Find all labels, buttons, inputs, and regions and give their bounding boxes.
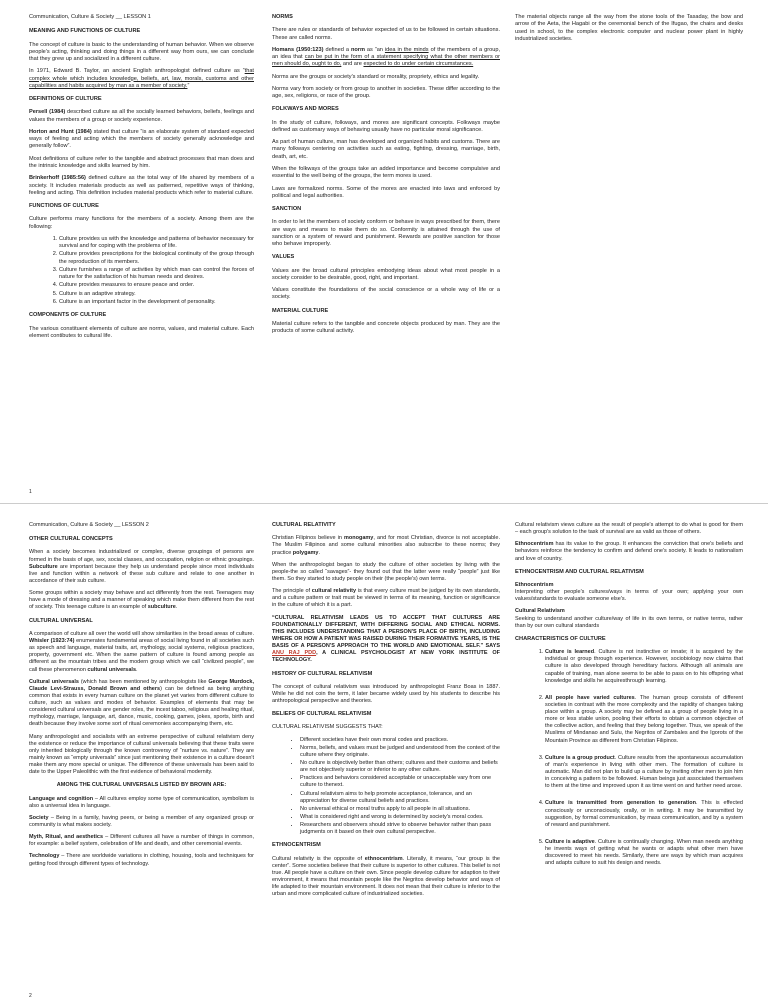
homans-paragraph: [272, 47, 500, 69]
paragraph: [272, 588, 500, 609]
text: , and for most Christian, divorce is not acceptable. The Muslim Filipinos and some cultural minorities also subscribe to these norms; they practice: [272, 535, 500, 556]
definition: [515, 608, 743, 629]
section-heading: COMPONENTS OF CULTURE: [29, 312, 107, 319]
term: Subculture: [29, 563, 58, 570]
page-2: [0, 503, 768, 1007]
list-item: • What is considered right and wrong is determined by society's moral codes.: [300, 814, 500, 821]
author-name: Horton and Hunt (1984): [29, 128, 92, 135]
text: Christian Filipinos believe in: [272, 535, 345, 542]
section-heading: ETHNOCENTRISM AND CULTURAL RELATIVISM: [515, 568, 644, 575]
text: and are: [341, 61, 364, 68]
text: Interpreting other people's cultures/ways in terms of your own; applying your own values/standards to evaluate someone else's.: [515, 589, 743, 603]
list-item: [545, 839, 743, 868]
paragraph: When the folkways of the groups take an added importance and become compulsive and essential to the well being of the groups, the term mores is used.: [272, 165, 500, 180]
paragraph: [29, 129, 254, 151]
page-number: 1: [29, 488, 32, 495]
author-name: Whisler (1923:74): [29, 637, 75, 644]
paragraph: Values are the broad cultural principles embodying ideas about what most people in a society consider to be desirable, good, right, and important.: [272, 267, 500, 281]
paragraph: Norms vary from society or from group to another in societies. These differ according to the age, sex, religions, or race of the group.: [272, 85, 500, 100]
paragraph: When the anthropologist began to study the culture of other societies by living with the people-the so called “savages”- they found out that the latter were really “people” just like them. So they started to study people on their (the people's) own terms.: [272, 561, 500, 582]
term: subculture: [147, 604, 176, 611]
author-name: Brinkerhoff (1985:56): [29, 175, 86, 182]
paragraph: The concept of culture is basic to the understanding of human behavior. When we observe people's acting, thinking and doing things in a different way from ours, we can conclude that they grew up and socialized in a different culture.: [29, 41, 254, 63]
tylor-paragraph: [29, 68, 254, 90]
beliefs-list: [272, 737, 500, 837]
functions-list: [29, 236, 254, 306]
paragraph: [29, 834, 254, 848]
underlined-text: expected to do under certain circumstances.: [363, 61, 474, 68]
page2-column-1: [29, 522, 254, 993]
paragraph: Many anthropologist and socialists with an extreme perspective of cultural relativism deny the existence or reduce the importance of cultural universals believing that these traits were only inherited biologically through the known controversy of “nurture vs. nature”. They are mainly known as “empty universals” since just mentioning their existence in a culture doesn't make them any more special or unique. The difference of these universals has been said to date to the Upper Paleolithic with the first evidence of behavioral modernity.: [29, 733, 254, 776]
paragraph: The material objects range all the way from the stone tools of the Tasaday, the bow and arrow of the Aeta, the Hagabi or the ceremonial bench of the Ifugao, the chairs and desks used in school, to the complex electronic computer and nuclear power plant in highly industrialized societies.: [515, 14, 743, 42]
paragraph: [29, 175, 254, 197]
section-heading: DEFINITIONS OF CULTURE: [29, 96, 102, 103]
section-heading: MEANING AND FUNCTIONS OF CULTURE: [29, 28, 141, 35]
list-item: 2. Culture provides prescriptions for the biological continuity of the group through the reproduction of its members.: [59, 251, 254, 266]
paragraph: [29, 590, 254, 611]
text: (which has been mentioned by anthropologists like: [78, 678, 209, 685]
term: monogamy: [344, 535, 374, 542]
paragraph: [29, 815, 254, 829]
lesson-header: Communication, Culture & Society __ LESSON 2: [29, 522, 149, 528]
term: Myth, Ritual, and aesthetics: [29, 834, 104, 841]
page-number: 2: [29, 992, 32, 999]
term: norm: [350, 46, 365, 53]
text: has its value to the group. It enhances the conviction that one's beliefs and behaviors reinforce the tendency to confirm and defend one's society. It leads to nationalism and love of country.: [515, 541, 743, 562]
quote-text: , A CLINICAL PSYCHOLOGIST AT NEW YORK INSTITUTE OF TECHNOLOGY.: [272, 650, 500, 664]
section-heading: FOLKWAYS AND MORES: [272, 106, 339, 113]
paragraph: [29, 631, 254, 674]
term: All people have varied cultures: [545, 694, 635, 701]
text: The principle of: [272, 588, 312, 595]
text: ”: [187, 82, 190, 89]
section-heading: NORMS: [272, 14, 293, 20]
paragraph: [29, 679, 254, 729]
list-item: [545, 695, 743, 745]
term: polygamy: [292, 549, 319, 556]
term: Ethnocentrism: [515, 541, 554, 548]
paragraph: As part of human culture, man has developed and organized habits and customs. There are many folkways centering on activities such as eating, fighting, dressing, marriage, birth, death, art, etc.: [272, 139, 500, 160]
paragraph: The concept of cultural relativism was introduced by anthropologist Franz Boas in 1887. While he did not coin the term, it later became widely used by his students to describe his anthropological perspective and theories.: [272, 683, 500, 705]
list-item: • Different societies have their own moral codes and practices.: [300, 737, 500, 744]
list-item: 3. Culture furnishes a range of activities by which man can control the forces of nature for the satisfaction of his human needs and desires.: [59, 267, 254, 282]
paragraph: Norms are the groups or society's standard or morality, propriety, ethics and legality.: [272, 73, 480, 80]
text: described culture as all the socially learned behaviors, beliefs, feelings and values the members of a group or society experience.: [29, 109, 254, 123]
quote-text: “CULTURAL RELATIVISM LEADS US TO ACCEPT THAT CULTURES ARE FOUNDATIONALLY DIFFERENT, WITH DIFFERING SOCIAL AND ETHICAL NORMS. THIS INCLUDES UNDERSTANDING THAT A PERSON'S PLACE OF BIRTH, INCLUDING WHERE OR HOW A PATIENT WAS RAISED DURING THEIR FORMATIVE YEARS, IS THE BASIS OF A PERSON'S APPROACH TO THE WORLD AND EMOTIONAL SELF.” SAYS: [272, 614, 500, 650]
tylor-quote: that complex whole which includes knowledge, beliefs, art, law, morals, customs and other capabilities and habits acquired by man as a member of society.: [29, 68, 254, 89]
page2-column-2: [272, 522, 500, 993]
text: .: [318, 549, 321, 556]
text: enumerates fundamental areas of social living found in all societies such as speech and language, material traits, art, mythology, social systems, religious practices, property, government etc. When the same pattern of culture is found among people as different as the mountain tribes and the modern group which we call “civilized people”, we call these phenomenon: [29, 637, 254, 673]
subheading: CULTURAL RELATIVISM SUGGESTS THAT:: [272, 724, 383, 731]
definition: [515, 582, 743, 603]
section-heading: BELIEFS OF CULTURAL RELATIVISM: [272, 711, 372, 718]
paragraph: [29, 109, 254, 124]
text: . The human group consists of different societies in contrast with the more complexity and the rapidity of changes taking place within a group. A society may be defined as a group of people living in a more or less stable union, pooling their efforts to obtain a common objective of the collective action, and feeling that they belong together. Thus, we speak of the Muslims of Mindanao and Sulu, the Negritos of Zambales and the Igorots of the Mountain Province as different from Christian Filipinos.: [545, 694, 743, 744]
list-item: • Norms, beliefs, and values must be judged and understood from the context of the culture where they originate.: [300, 745, 500, 759]
list-item: • No universal ethical or moral truths apply to all people in all situations.: [300, 806, 500, 813]
term: Language and cognition: [29, 795, 94, 802]
section-heading: CULTURAL RELATIVITY: [272, 522, 336, 528]
text: In 1971, Edward B. Taylor, an ancient English anthropologist defined culture as “: [29, 68, 245, 75]
term: Society: [29, 814, 49, 821]
text: – Different cultures all have a number of things in common, for example: a belief system, celebration of life and death, and other ceremonial events.: [29, 834, 254, 848]
text: as “an: [364, 46, 385, 53]
section-heading: HISTORY OF CULTURAL RELATIVISM: [272, 670, 373, 677]
page2-column-3: [515, 522, 743, 993]
paragraph: The various constituent elements of culture are norms, values, and material culture. Each element contibutes to cultural life.: [29, 325, 254, 339]
paragraph: Values constitute the foundations of the social conscience or a whole way of life or a society.: [272, 287, 500, 301]
text: Some groups within a society may behave and act differently from the rest. Teenagers may have a mode of dressing and a manner of speaking which make them different from the rest of society. This teenage culture is an example of: [29, 590, 254, 611]
paragraph: [29, 549, 254, 585]
list-item: • Researchers and observers should strive to observe behavior rather than pass judgments on it based on their own cultural perspective.: [300, 822, 500, 836]
paragraph: [29, 853, 254, 867]
paragraph: Culture performs many functions for the members of a society. Among them are the following:: [29, 216, 254, 230]
text: When a society becomes industrialized or complex, diverse groupings of persons are formed in the basis of age, sex, social classes, and occupation, religion or ethnic groupings.: [29, 549, 254, 563]
list-item: • Practices and behaviors considered acceptable or unacceptable vary from one culture to thenext.: [300, 775, 500, 789]
text: stated that culture “is an elaborate system of standard expected ways of feeling and acting which the members of society generally acknowledge and generally follow”.: [29, 128, 254, 150]
term: Cultural Relativism: [515, 608, 565, 615]
text: of the members of a group, an idea that: [272, 46, 500, 61]
term: ethnocentrism: [364, 855, 403, 862]
text: defined a: [323, 46, 351, 53]
paragraph: Material culture refers to the tangible and concrete objects produced by man. They are the products of some cultural activity.: [272, 320, 500, 335]
term: cultural relativity: [311, 588, 357, 595]
term: Culture is learned: [545, 649, 595, 656]
list-item: 4. Culture provides measures to ensure peace and order.: [59, 282, 254, 289]
paragraph: [515, 541, 743, 562]
lesson-header: Communication, Culture & Society __ LESSON 1: [29, 14, 151, 20]
term: Ethnocentrism: [515, 581, 554, 588]
list-item: • Cultural relativism aims to help promote acceptance, tolerance, and an appreciation for diverse cultural beliefs and practices.: [300, 791, 500, 805]
list-item: • No culture is objectively better than others; cultures and their customs and beliefs are not objectively superior or inferior to any other culture.: [300, 760, 500, 774]
underlined-text: idea in the minds: [384, 46, 429, 53]
section-heading: AMONG THE CULTURAL UNIVERSALS LISTED BY BROWN ARE:: [56, 782, 227, 789]
term: cultural universals: [87, 666, 137, 673]
text: A comparison of culture all over the world will show similarities in the broad areas of culture.: [29, 630, 254, 637]
text: . This is effected consciously or unconsciously, orally, or in writing. It may be transmitted by suggestion, by formal communication, by mass communication, and by a system of reward and punishment.: [545, 800, 743, 828]
list-item: 1. Culture provides us with the knowledge and patterns of behavior necessary for survival and for coping with the problems of life.: [59, 236, 254, 251]
list-item: 6. Culture is an important factor in the development of personality.: [59, 299, 254, 306]
term: Technology: [29, 853, 60, 860]
page1-column-1: [29, 14, 254, 489]
text: Seeking to understand another culture/way of life in its own terms, or native terms, rather than by our own cultural standards: [515, 615, 743, 629]
section-heading: CHARACTERISTICS OF CULTURE: [515, 635, 606, 642]
text: – There are worldwide variations in clothing, housing, tools and techniques for getting food through different types of technology.: [29, 853, 254, 867]
quote-author-link[interactable]: ANU RAJ PDD: [272, 650, 317, 657]
paragraph: In the study of culture, folkways, and mores are significant concepts. Folkways maybe defined as customary ways of behaving usually have no particular moral significance.: [272, 119, 500, 133]
author-name: George Murdock, Claude Levi-Strauss, Donald Brown and others: [29, 678, 254, 692]
text: Cultural relativity is the opposite of: [272, 855, 365, 862]
page-1: [0, 0, 768, 503]
page1-column-2: [272, 14, 500, 489]
text: . Literally, it means, “our group is the center”. Some societies believe that their culture is superior to other cultures. This belief is not true. All people have a culture on their own. Since people develop culture for adaption to their environment, it means that mountain people like the Negritos develop behavior and ways of life adapted to their mountain environment. It does not mean that their culture is inferior to the urban and more complicated culture of industrialized societies.: [272, 855, 500, 898]
paragraph: There are rules or standards of behavior expected of us to be followed in certain situations. These are called norms.: [272, 27, 500, 41]
paragraph: Cultural relativism views culture as the result of people's attempt to do what is good for them – each group's solution to the task of survival are as valid as those of others.: [515, 522, 743, 536]
text: . Culture is continually changing. When man needs anything he invents ways of getting what he wants or adapts what other men have discovered to meet his needs. Similarly, there are ways by which man acquires and adapts culture to suit his design and needs.: [545, 839, 743, 867]
paragraph: In order to let the members of society conform or behave in ways prescribed for them, there are ways and means to make them do so. Conformity is attained through the use of sanction or a system of reward and punishment. Rewards are positive sanction for those who behave improperly.: [272, 219, 500, 248]
text: . Culture is not instinctive or innate; it is acquired by the individual or group through experience. However, sociobiology now claims that culture is also developed through hereditary factors. Although all animals are capable of training, man alone seems to be able to pass on to his offspring what knowledge and skills he acquiresthrough learning.: [545, 649, 743, 684]
list-item: [545, 800, 743, 829]
section-heading: OTHER CULTURAL CONCEPTS: [29, 536, 113, 543]
text: – Being in a family, having peers, or being a member of any organized group or community is what makes society.: [29, 814, 254, 829]
text: . Culture results from the spontaneous accumulation of man's experience in living with other men. The formation of culture is automatic. Man did not plan to build up a culture by inviting other men to join him in conceiving a pattern to be followed. Human beings just associated themselves to them at the time and improved upon it as time went on and further need arose.: [545, 754, 743, 790]
section-heading: FUNCTIONS OF CULTURE: [29, 203, 99, 210]
text: is that every culture must be judged by its own standards, and a culture pattern or trait must be viewed in terms of its meaning, function or significance in the culture of which it is a part.: [272, 588, 500, 609]
page1-column-3: [515, 14, 743, 489]
section-heading: SANCTION: [272, 206, 302, 213]
characteristics-list: [515, 649, 743, 868]
section-heading: VALUES: [272, 254, 295, 261]
term: Cultural universals: [29, 678, 79, 685]
author-name: Homans (1950:123): [272, 46, 324, 53]
text: – All cultures employ some type of communication, symbolism is also a universal idea in language.: [29, 795, 254, 809]
paragraph: Most definitions of culture refer to the tangible and abstract processes that man does and the intrinsic knowledge and skills learned by him.: [29, 155, 254, 169]
section-heading: CULTURAL UNIVERSAL: [29, 617, 93, 624]
text: ) can be defined as being anything common that exists in every human culture on the planet yet varies from different culture to culture, such as values and modes of behavior. Examples of elements that may be considered cultural universals are gender roles, the incest taboo, religious and healing ritual, mythology, marriage, language, art, dance, music, cooking, games, jokes, sports, birth and death because they involve some sort of ritual ceremonies accompanying them, etc.: [29, 685, 254, 728]
list-item: 5. Culture is an adaptive strategy.: [59, 291, 254, 298]
underlined-text: can be put in the form of a statement specifying what the other members or men should do, ought to do,: [272, 54, 500, 68]
term: Culture is a group product: [545, 754, 615, 761]
text: .: [175, 604, 178, 611]
relativism-quote: [272, 615, 500, 665]
author-name: Persell (1984): [29, 109, 66, 116]
term: Culture is adaptive: [545, 839, 595, 846]
paragraph: [272, 856, 500, 899]
text: defined culture as the total way of life shared by members of a society. It includes materials products as well as patterned, repetitive ways of thinking, feeling and acting. This definition includes material products which refer to material culture.: [29, 175, 254, 196]
section-heading: MATERIAL CULTURE: [272, 307, 329, 314]
text: are important because they help us understand people since most individuals live and function within a network of these sub culture and relate to one another in accordance of their sub culture.: [29, 563, 254, 584]
paragraph: [272, 535, 500, 556]
section-heading: ETHNOCENTRISM: [272, 842, 321, 849]
paragraph: Laws are formalized norms. Some of the mores are enacted into laws and enforced by political and legal authorities.: [272, 185, 500, 199]
term: Culture is transmitted from generation to generation: [545, 800, 696, 807]
list-item: [545, 755, 743, 791]
list-item: [545, 649, 743, 685]
text: .: [136, 666, 138, 673]
paragraph: [29, 796, 254, 810]
